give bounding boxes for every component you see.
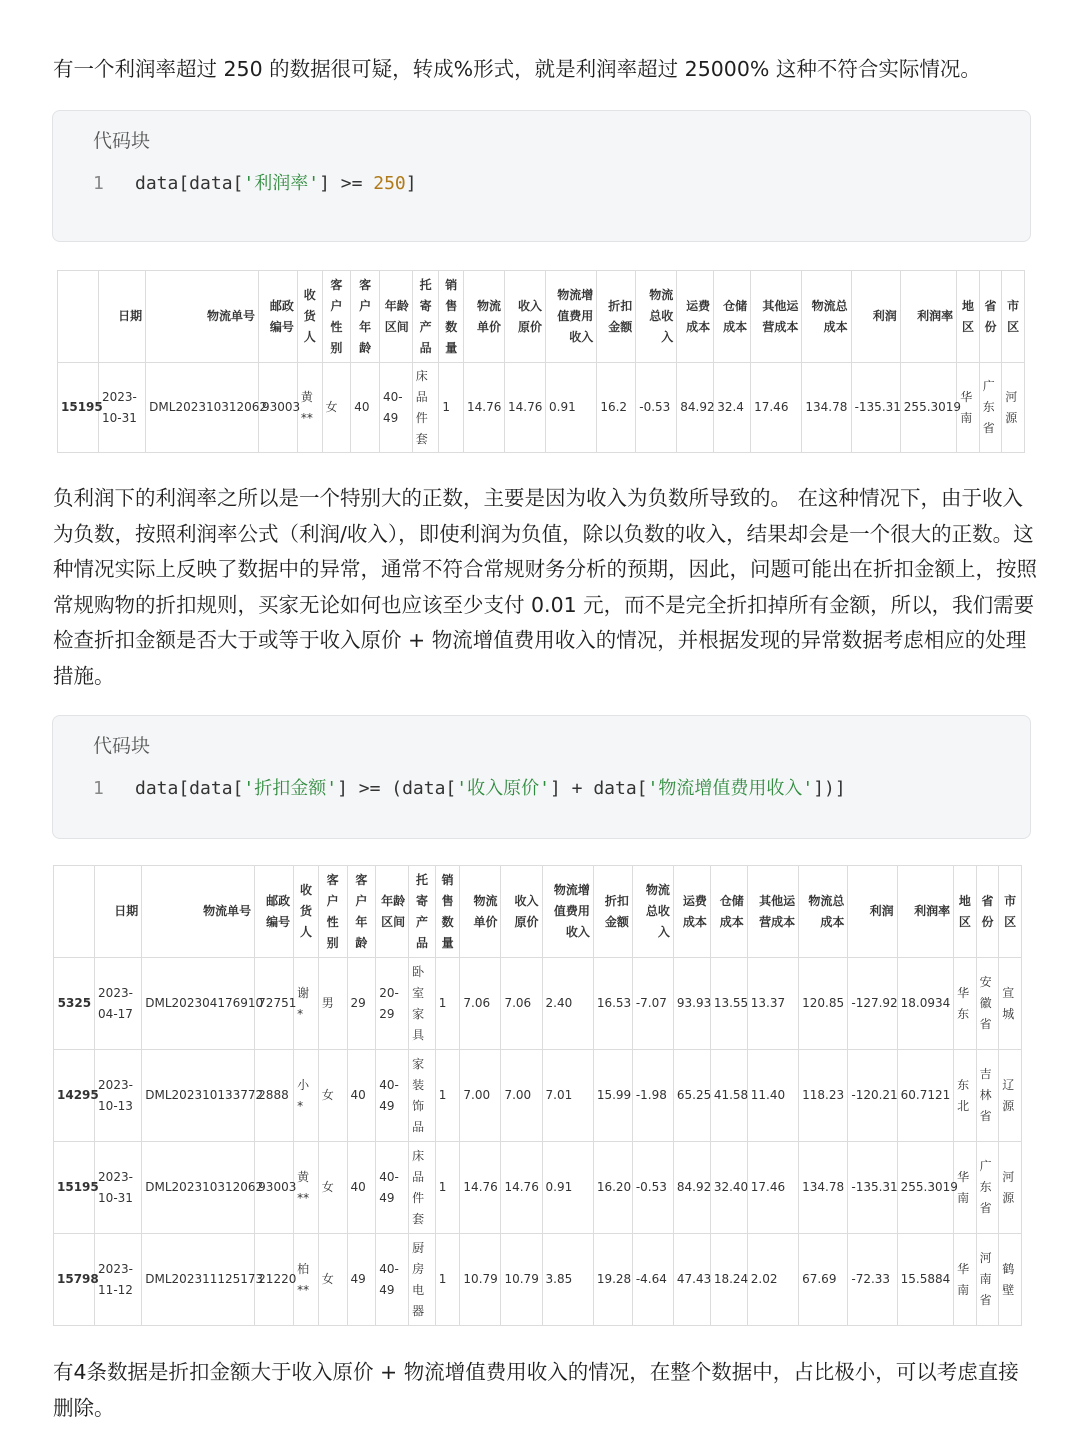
table-cell: 13.37 [747,958,798,1050]
table-cell: -135.31 [851,363,900,453]
table-cell: 7.06 [501,958,542,1050]
table-cell: 华东 [954,958,977,1050]
table-cell: 72751 [255,958,294,1050]
column-header: 仓储成本 [710,866,747,958]
table-cell: 女 [318,1142,347,1234]
table-cell: 河南省 [976,1234,999,1326]
table-cell: 7.06 [460,958,501,1050]
table-cell: 0.91 [542,1142,593,1234]
table-cell: 29 [347,958,376,1050]
table-cell: 15.5884 [897,1234,953,1326]
column-header: 收货人 [297,271,322,363]
table-header-row [54,866,1022,958]
column-header: 收货人 [294,866,319,958]
column-header: 年龄区间 [376,866,409,958]
table-cell: 7.01 [542,1050,593,1142]
table-cell: 18.0934 [897,958,953,1050]
code-block-1[interactable] [52,110,1031,242]
table-cell: 47.43 [673,1234,710,1326]
table-cell: 河源 [999,1142,1022,1234]
table-cell: 女 [318,1050,347,1142]
column-header: 物流单价 [460,866,501,958]
column-header: 市区 [1002,271,1025,363]
table-cell: 女 [318,1234,347,1326]
table-row [54,1050,1022,1142]
table-cell: 32.40 [710,1142,747,1234]
column-header: 托寄产品 [412,271,439,363]
column-header: 年龄区间 [379,271,412,363]
column-header: 物流总成本 [802,271,851,363]
column-header [54,866,95,958]
code-string: '收入原价' [456,778,550,799]
code-string: '物流增值费用收入' [647,778,814,799]
column-header: 其他运营成本 [751,271,802,363]
table-cell: 84.92 [677,363,714,453]
column-header: 收入原价 [501,866,542,958]
column-header: 物流总收入 [632,866,673,958]
column-header: 利润率 [897,866,953,958]
table-cell: 0.91 [546,363,597,453]
column-header: 邮政编号 [258,271,297,363]
explanation-paragraph: 负利润下的利润率之所以是一个特别大的正数，主要是因为收入为负数所导致的。 在这种情况下，由于收入为负数，按照利润率公式（利润/收入），即使利润为负值，除以负数的收入，结果却会是一个很大的正数。这种情况实际上反映了数据中的异常，通常不符合常规财务分析的预期，因此，问题可能出在折扣金额上，按照常规购物的折扣规则，买家无论如何也应该至少支付 0.01 元，而不是完全折扣掉所有金额，所以，我们需要检查折扣金额是否大于或等于收入原价 + 物流增值费用收入的情况，并根据发现的异常数据考虑相应的处理措施。 [53,486,1037,688]
table-cell: 40 [347,1142,376,1234]
table-cell: -135.31 [848,1142,897,1234]
code-token: data[data[ [135,173,244,194]
table-cell: 255.3019 [897,1142,953,1234]
table-row [58,363,1025,453]
table-cell: 华南 [954,1142,977,1234]
table-cell: 黄** [297,363,322,453]
code-string: '折扣金额' [243,778,338,799]
code-line [93,169,417,195]
line-number: 1 [93,173,104,194]
result-table-1 [57,270,1025,453]
table-cell: DML202310312062 [142,1142,255,1234]
column-header: 运费成本 [673,866,710,958]
code-token: ] >= (data[ [337,778,457,799]
table-cell: 40 [351,363,380,453]
table-cell: 1 [435,1142,460,1234]
code-string: '利润率' [243,173,320,194]
table-cell: 东北 [954,1050,977,1142]
column-header: 客户性别 [318,866,347,958]
row-index: 15195 [54,1142,95,1234]
table-cell: 吉林省 [976,1050,999,1142]
table-cell: 40-49 [376,1234,409,1326]
code-number: 250 [373,173,406,194]
table-cell: 小* [294,1050,319,1142]
table-cell: 32.4 [714,363,751,453]
column-header: 物流总成本 [799,866,848,958]
column-header: 销售数量 [435,866,460,958]
table-cell: -0.53 [632,1142,673,1234]
table-cell: 16.20 [593,1142,632,1234]
column-header: 物流单号 [146,271,259,363]
table-row [54,1142,1022,1234]
table-cell: 14.76 [501,1142,542,1234]
code-token: ] [405,173,417,194]
column-header: 省份 [979,271,1002,363]
table-cell: 11.40 [747,1050,798,1142]
table-cell: 10.79 [460,1234,501,1326]
code-token: ] + data[ [549,778,648,799]
table-cell: 16.53 [593,958,632,1050]
table-cell: 21220 [255,1234,294,1326]
table-cell: -120.21 [848,1050,897,1142]
table-cell: 卧室家具 [409,958,436,1050]
table-cell: 40 [347,1050,376,1142]
table-cell: 40-49 [376,1142,409,1234]
table-cell: -127.92 [848,958,897,1050]
table-cell: 134.78 [799,1142,848,1234]
column-header: 客户性别 [322,271,351,363]
table-cell: 49 [347,1234,376,1326]
table-cell: 2023-04-17 [95,958,142,1050]
row-index: 15195 [58,363,99,453]
table-cell: 2888 [255,1050,294,1142]
table-cell: 19.28 [593,1234,632,1326]
table-cell: 2023-11-12 [95,1234,142,1326]
column-header: 日期 [95,866,142,958]
table-cell: 7.00 [460,1050,501,1142]
code-token: ])] [813,778,846,799]
result-table-2 [53,865,1022,1326]
table-cell: 鹤壁 [999,1234,1022,1326]
column-header: 市区 [999,866,1022,958]
column-header: 地区 [954,866,977,958]
code-token: data[data[ [135,778,244,799]
column-header: 物流单价 [464,271,505,363]
table-cell: -72.33 [848,1234,897,1326]
table-cell: DML202310133772 [142,1050,255,1142]
table-cell: 84.92 [673,1142,710,1234]
table-cell: 谢* [294,958,319,1050]
table-cell: 120.85 [799,958,848,1050]
table-cell: DML202304176910 [142,958,255,1050]
table-cell: 广东省 [976,1142,999,1234]
table-cell: 男 [318,958,347,1050]
table-cell: 广东省 [979,363,1002,453]
column-header: 省份 [976,866,999,958]
table-cell: 华南 [957,363,980,453]
code-block-2[interactable] [52,715,1031,839]
column-header: 折扣金额 [593,866,632,958]
table-cell: 2023-10-31 [99,363,146,453]
table-cell: 14.76 [464,363,505,453]
table-cell: 安徽省 [976,958,999,1050]
table-cell: 93003 [255,1142,294,1234]
table-cell: 7.00 [501,1050,542,1142]
table-cell: 1 [435,1234,460,1326]
column-header: 利润率 [900,271,956,363]
table-cell: 10.79 [501,1234,542,1326]
table-cell: 40-49 [379,363,412,453]
table-cell: 14.76 [505,363,546,453]
table-cell: 黄** [294,1142,319,1234]
column-header [58,271,99,363]
table-cell: 宣城 [999,958,1022,1050]
table-cell: 女 [322,363,351,453]
table-cell: 60.7121 [897,1050,953,1142]
table-row [54,958,1022,1050]
table-cell: 17.46 [747,1142,798,1234]
table-cell: 16.2 [597,363,636,453]
column-header: 客户年龄 [347,866,376,958]
row-index: 15798 [54,1234,95,1326]
table-cell: 67.69 [799,1234,848,1326]
table-cell: 3.85 [542,1234,593,1326]
column-header: 运费成本 [677,271,714,363]
table-cell: 14.76 [460,1142,501,1234]
table-cell: 134.78 [802,363,851,453]
row-index: 14295 [54,1050,95,1142]
code-block-caption: 代码块 [93,735,151,757]
column-header: 仓储成本 [714,271,751,363]
table-row [54,1234,1022,1326]
column-header: 利润 [848,866,897,958]
table-cell: -7.07 [632,958,673,1050]
column-header: 物流总收入 [636,271,677,363]
table-cell: 1 [435,1050,460,1142]
row-index: 5325 [54,958,95,1050]
table-cell: 40-49 [376,1050,409,1142]
column-header: 地区 [957,271,980,363]
table-cell: 2.02 [747,1234,798,1326]
table-cell: 辽源 [999,1050,1022,1142]
table-cell: 家装饰品 [409,1050,436,1142]
table-cell: 118.23 [799,1050,848,1142]
column-header: 物流单号 [142,866,255,958]
table-cell: 床品件套 [412,363,439,453]
table-cell: 厨房电器 [409,1234,436,1326]
code-token: ] >= [319,173,374,194]
code-block-caption: 代码块 [93,130,151,152]
table-cell: -0.53 [636,363,677,453]
column-header: 日期 [99,271,146,363]
table-cell: 2.40 [542,958,593,1050]
column-header: 销售数量 [439,271,464,363]
table-cell: 93003 [258,363,297,453]
column-header: 邮政编号 [255,866,294,958]
conclusion-paragraph: 有4条数据是折扣金额大于收入原价 + 物流增值费用收入的情况，在整个数据中，占比极小，可以考虑直接删除。 [53,1360,1019,1420]
column-header: 利润 [851,271,900,363]
table-cell: 17.46 [751,363,802,453]
intro-paragraph: 有一个利润率超过 250 的数据很可疑，转成%形式，就是利润率超过 25000% 这种不符合实际情况。 [53,57,981,81]
table-cell: 柏** [294,1234,319,1326]
table-cell: 18.24 [710,1234,747,1326]
table-cell: 2023-10-13 [95,1050,142,1142]
table-cell: 2023-10-31 [95,1142,142,1234]
column-header: 物流增值费用收入 [542,866,593,958]
table-cell: DML202310312062 [146,363,259,453]
table-cell: 255.3019 [900,363,956,453]
column-header: 其他运营成本 [747,866,798,958]
table-cell: DML202311125173 [142,1234,255,1326]
table-header-row [58,271,1025,363]
column-header: 折扣金额 [597,271,636,363]
code-line [93,774,846,800]
table-cell: 床品件套 [409,1142,436,1234]
table-cell: -1.98 [632,1050,673,1142]
table-cell: 15.99 [593,1050,632,1142]
column-header: 客户年龄 [351,271,380,363]
column-header: 收入原价 [505,271,546,363]
table-cell: 93.93 [673,958,710,1050]
table-cell: 13.55 [710,958,747,1050]
column-header: 物流增值费用收入 [546,271,597,363]
table-cell: 65.25 [673,1050,710,1142]
table-cell: 1 [435,958,460,1050]
table-cell: 41.58 [710,1050,747,1142]
table-cell: 20-29 [376,958,409,1050]
table-cell: -4.64 [632,1234,673,1326]
table-cell: 华南 [954,1234,977,1326]
table-cell: 河源 [1002,363,1025,453]
column-header: 托寄产品 [409,866,436,958]
table-cell: 1 [439,363,464,453]
line-number: 1 [93,778,104,799]
